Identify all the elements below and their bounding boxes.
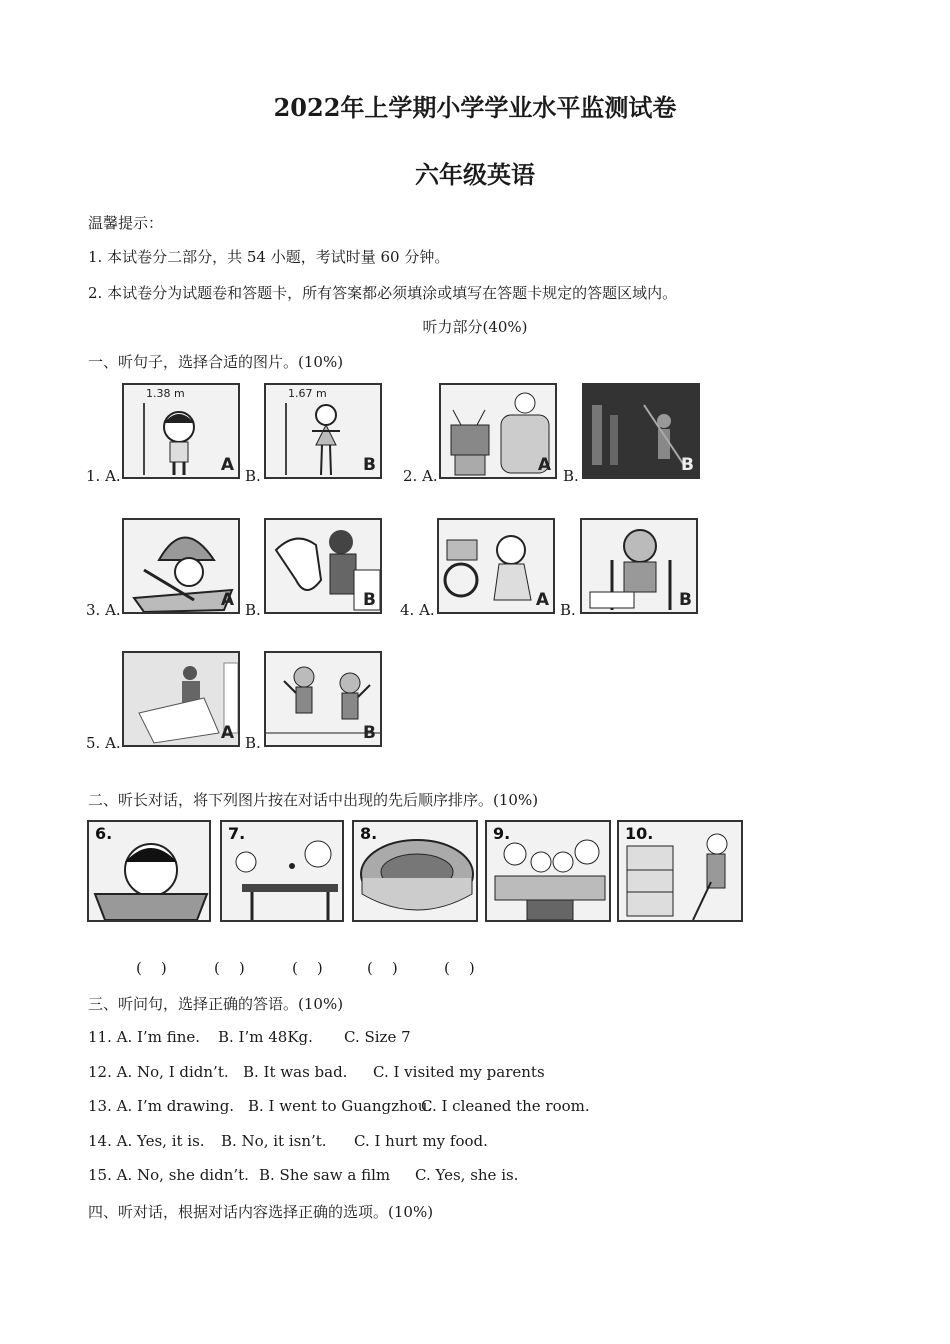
q1-picture-a[interactable]: 1.38 m A [122, 383, 240, 479]
option-b[interactable]: B. She saw a film [259, 1166, 391, 1184]
option-a[interactable]: A. I’m fine. [116, 1028, 201, 1046]
q5-picture-b[interactable]: B [264, 651, 382, 747]
listening-title: 听力部分(40%) [422, 318, 528, 336]
option-a[interactable]: A. No, I didn’t. [116, 1063, 229, 1081]
option-b[interactable]: B. It was bad. [243, 1063, 348, 1081]
q4-a-label: 4. A. [400, 601, 435, 619]
option-c[interactable]: C. I hurt my food. [354, 1132, 488, 1150]
tip-item-2: 2. 本试卷分为试题卷和答题卡，所有答案都必须填涂或填写在答题卡规定的答题区域内。 [88, 284, 678, 302]
q1-b-label: B. [245, 467, 261, 485]
question-13: 13. A. I’m drawing. B. I went to Guangzhou. C. I cleaned the room. [88, 1097, 590, 1115]
picture-10[interactable]: 10. [617, 820, 743, 922]
q4-b-label: B. [560, 601, 576, 619]
picture-9[interactable]: 9. [485, 820, 611, 922]
q5-picture-a[interactable]: A [122, 651, 240, 747]
picture-7[interactable]: 7. [220, 820, 344, 922]
q5-a-label: 5. A. [86, 734, 121, 752]
question-15: 15. A. No, she didn’t. B. She saw a film C. Yes, she is. [88, 1166, 519, 1184]
option-a[interactable]: A. No, she didn’t. [116, 1166, 249, 1184]
q2-b-label: B. [563, 467, 579, 485]
page-subtitle: 六年级英语 [415, 160, 535, 189]
q3-picture-a[interactable]: A [122, 518, 240, 614]
q4-picture-b[interactable]: B [580, 518, 698, 614]
picture-6[interactable]: 6. [87, 820, 211, 922]
q3-b-label: B. [245, 601, 261, 619]
q1-picture-b[interactable]: 1.67 m B [264, 383, 382, 479]
section-four-heading: 四、听对话，根据对话内容选择正确的选项。(10%) [88, 1203, 434, 1221]
option-b[interactable]: B. I went to Guangzhou. [248, 1097, 433, 1115]
answer-blank-6[interactable]: ( ) [136, 959, 167, 977]
q2-a-label: 2. A. [403, 467, 438, 485]
option-c[interactable]: C. Size 7 [344, 1028, 411, 1046]
q2-picture-b[interactable]: B [582, 383, 700, 479]
tip-item-1: 1. 本试卷分二部分，共 54 小题，考试时量 60 分钟。 [88, 248, 450, 266]
height-label: 1.38 m [146, 387, 185, 400]
section-two-heading: 二、听长对话，将下列图片按在对话中出现的先后顺序排序。(10%) [88, 791, 539, 809]
q1-a-label: 1. A. [86, 467, 121, 485]
option-a[interactable]: A. Yes, it is. [116, 1132, 205, 1150]
answer-blank-7[interactable]: ( ) [214, 959, 245, 977]
q4-picture-a[interactable]: A [437, 518, 555, 614]
q5-b-label: B. [245, 734, 261, 752]
picture-8[interactable]: 8. [352, 820, 478, 922]
question-11: 11. A. I’m fine. B. I’m 48Kg. C. Size 7 [88, 1028, 411, 1046]
question-14: 14. A. Yes, it is. B. No, it isn’t. C. I hurt my food. [88, 1132, 488, 1150]
height-label: 1.67 m [288, 387, 327, 400]
section-one-heading: 一、听句子，选择合适的图片。(10%) [88, 353, 344, 371]
option-a[interactable]: A. I’m drawing. [116, 1097, 235, 1115]
option-c[interactable]: C. I visited my parents [373, 1063, 545, 1081]
page-title: 2022年上学期小学学业水平监测试卷 [273, 93, 677, 122]
tips-heading: 温馨提示： [88, 214, 164, 232]
answer-blank-8[interactable]: ( ) [292, 959, 323, 977]
q3-picture-b[interactable]: B [264, 518, 382, 614]
option-b[interactable]: B. No, it isn’t. [221, 1132, 327, 1150]
question-12: 12. A. No, I didn’t. B. It was bad. C. I visited my parents [88, 1063, 545, 1081]
section-three-heading: 三、听问句，选择正确的答语。(10%) [88, 995, 344, 1013]
q3-a-label: 3. A. [86, 601, 121, 619]
option-c[interactable]: C. I cleaned the room. [421, 1097, 590, 1115]
answer-blank-10[interactable]: ( ) [444, 959, 475, 977]
option-c[interactable]: C. Yes, she is. [415, 1166, 519, 1184]
q2-picture-a[interactable]: A [439, 383, 557, 479]
option-b[interactable]: B. I’m 48Kg. [218, 1028, 313, 1046]
answer-blank-9[interactable]: ( ) [367, 959, 398, 977]
